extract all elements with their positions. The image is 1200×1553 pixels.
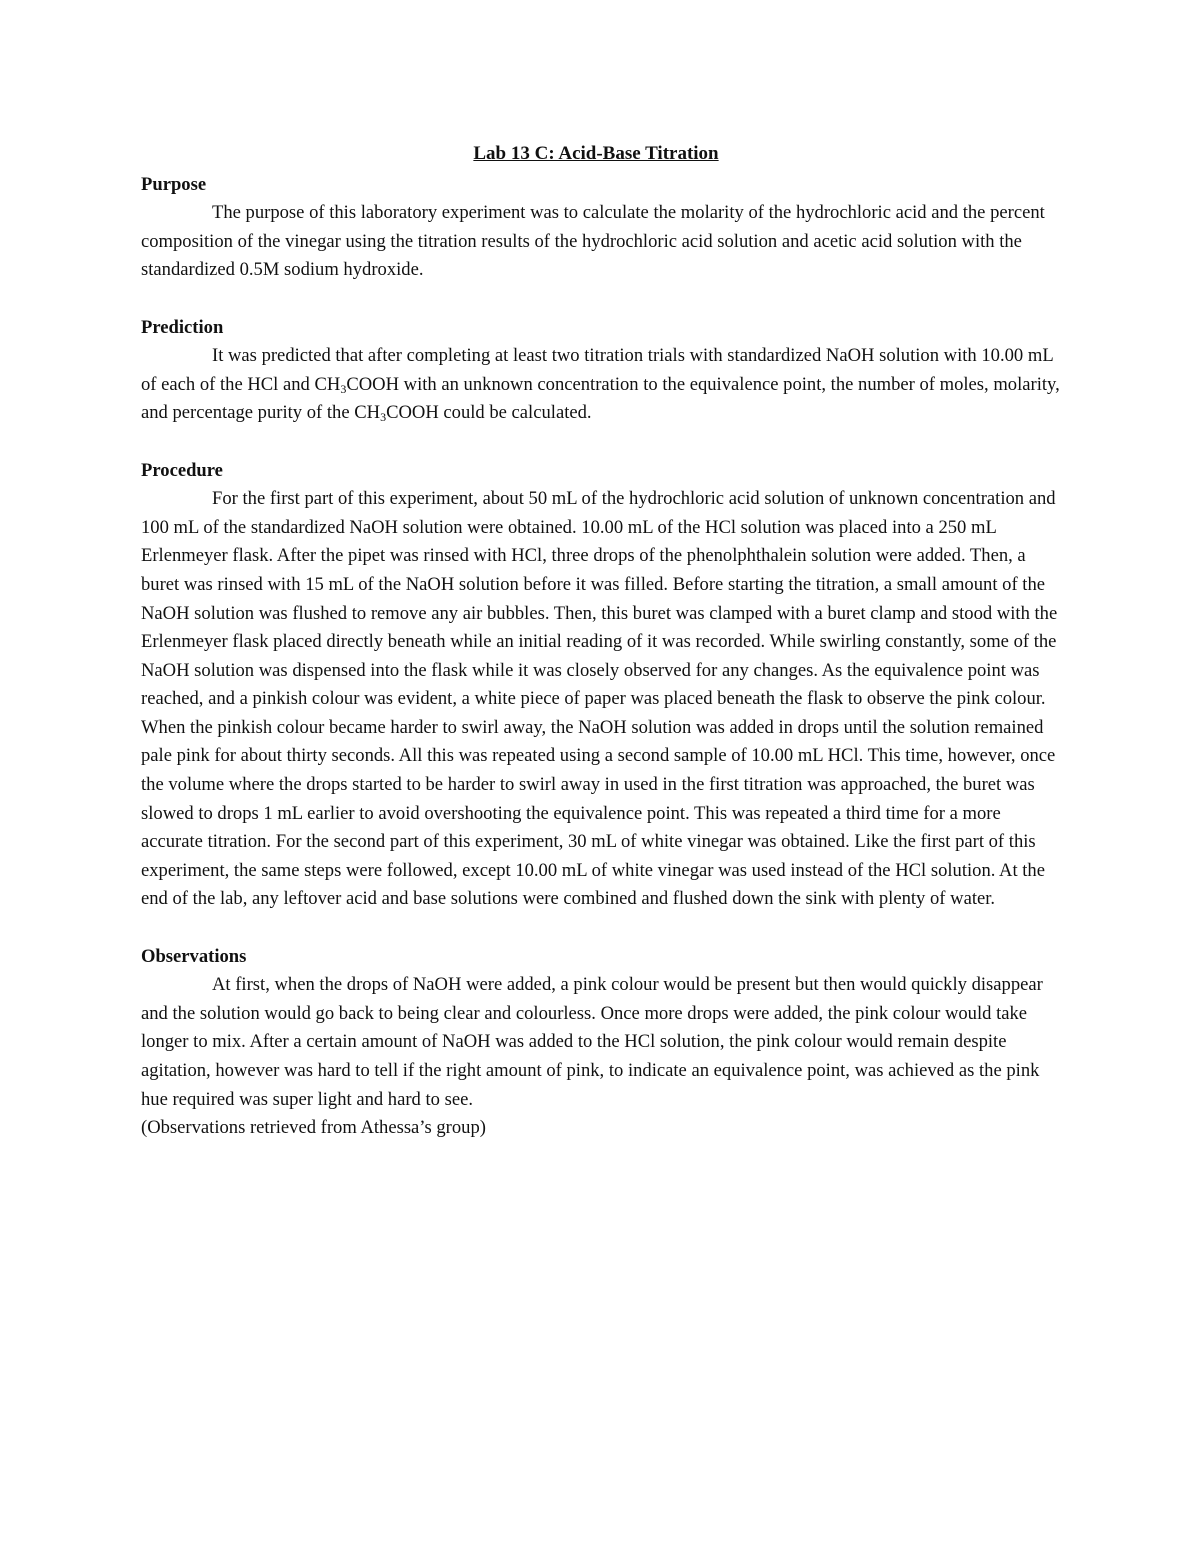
purpose-paragraph: The purpose of this laboratory experiment was to calculate the molarity of the hydrochloric acid and the percent composition of the vinegar using the titration results of the hydrochloric acid solution and acetic acid solution with the standardized 0.5M sodium hydroxide. (141, 202, 1045, 281)
section-spacer (141, 914, 1061, 943)
prediction-text-part1: It was predicted that after completing at least two titration trials with standardized NaOH solution with 10.00 mL of each of the HCl and CH (141, 345, 1053, 395)
observations-paragraph: At first, when the drops of NaOH were added, a pink colour would be present but then would quickly disappear and the solution would go back to being clear and colourless. Once more drops were added, the pink colour would take longer to mix. After a certain amount of NaOH was added to the HCl solution, the pink colour would remain despite agitation, however was hard to tell if the right amount of pink, to indicate an equivalence point, was achieved as the pink hue required was super light and hard to see. (141, 974, 1043, 1110)
prediction-subscript-2: 3 (380, 410, 387, 425)
prediction-subscript-1: 3 (340, 381, 347, 396)
purpose-heading: Purpose (141, 173, 207, 195)
observations-source-note: (Observations retrieved from Athessa’s group) (141, 1117, 486, 1139)
procedure-heading: Procedure (141, 459, 223, 481)
prediction-text-part2: COOH with an unknown concentration to the equivalence point, the number of moles, molarity, and percentage purity of the CH (141, 373, 1060, 424)
section-spacer (141, 428, 1061, 457)
section-spacer (141, 285, 1061, 314)
prediction-text-part3: COOH could be calculated. (386, 402, 592, 424)
observations-heading: Observations (141, 945, 247, 967)
document-title: Lab 13 C: Acid-Base Titration (473, 143, 719, 164)
prediction-heading: Prediction (141, 316, 224, 338)
prediction-paragraph (141, 342, 1061, 428)
procedure-paragraph: For the first part of this experiment, about 50 mL of the hydrochloric acid solution of unknown concentration and 100 mL of the standardized NaOH solution were obtained. 10.00 mL of the HCl solution was placed into a 250 mL Erlenmeyer flask. After the pipet was rinsed with HCl, three drops of the phenolphthalein solution were added. Then, a buret was rinsed with 15 mL of the NaOH solution before it was filled. Before starting the titration, a small amount of the NaOH solution was flushed to remove any air bubbles. Then, this buret was clamped with a buret clamp and stood with the Erlenmeyer flask placed directly beneath while an initial reading of it was recorded. While swirling constantly, some of the NaOH solution was dispensed into the flask while it was closely observed for any changes. As the equivalence point was reached, and a pinkish colour was evident, a white piece of paper was placed beneath the flask to observe the pink colour. When the pinkish colour became harder to swirl away, the NaOH solution was added in drops until the solution remained pale pink for about thirty seconds. All this was repeated using a second sample of 10.00 mL HCl. This time, however, once the volume where the drops started to be harder to swirl away in used in the first titration was approached, the buret was slowed to drops 1 mL earlier to avoid overshooting the equivalence point. This was repeated a third time for a more accurate titration. For the second part of this experiment, 30 mL of white vinegar was obtained. Like the first part of this experiment, the same steps were followed, except 10.00 mL of white vinegar was used instead of the HCl solution. At the end of the lab, any leftover acid and base solutions were combined and flushed down the sink with plenty of water. (141, 488, 1058, 910)
document-page (141, 140, 1061, 1143)
